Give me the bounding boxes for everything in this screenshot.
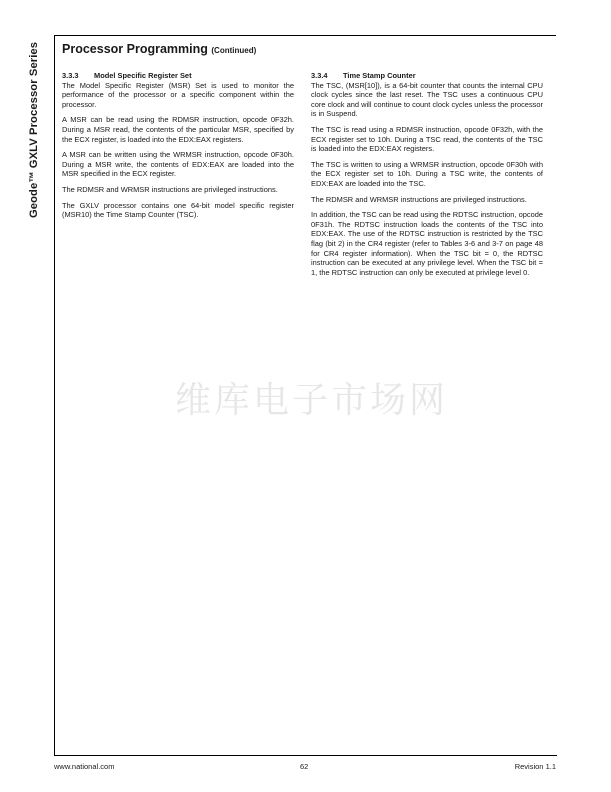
right-column [311,71,543,283]
paragraph: A MSR can be read using the RDMSR instruction, opcode 0F32h. During a MSR read, the contents of the particular MSR, specified by the ECX register, is loaded into the EDX:EAX registers. [62,115,294,144]
paragraph: The RDMSR and WRMSR instructions are privileged instructions. [311,194,527,204]
section-heading-msr [62,71,294,81]
footer-page-number: 62 [300,762,309,771]
paragraph: A MSR can be written using the WRMSR instruction, opcode 0F30h. During a MSR write, the contents of EDX:EAX are loaded into the MSR specified in the ECX register. [62,150,294,179]
page-heading [62,42,256,56]
paragraph: The Model Specific Register (MSR) Set is used to monitor the performance of the processor or a specific component within the processor. [62,80,294,109]
watermark: 维库电子市场网 [175,380,449,421]
section-heading-tsc [311,71,543,81]
paragraph: The GXLV processor contains one 64-bit model specific register (MSR10) the Time Stamp Counter (TSC). [62,200,294,220]
paragraph: The TSC is read using a RDMSR instruction, opcode 0F32h, with the ECX register set to 10h. During a TSC read, the contents of the TSC is loaded into the EDX:EAX registers. [311,124,543,154]
frame-top-rule [54,35,556,36]
paragraph: The TSC is written to using a WRMSR instruction, opcode 0F30h with the ECX register set to 10h. During a TSC write, the contents of EDX:EAX are loaded into the TSC. [311,159,543,188]
page-title: Processor Programming [62,42,208,56]
side-series-title: Geode™ GXLV Processor Series [28,41,40,218]
paragraph: In addition, the TSC can be read using the RDTSC instruction, opcode 0F31h. The RDTSC instruction loads the contents of the TSC into EDX:EAX. The use of the RDTSC instruction is restricted by the TSC flag (bit 2) in the CR4 register (refer to Tables 3-6 and 3-7 on page 48 for CR4 register information). When the TSC bit = 0, the RDTSC instruction can be executed at any privilege level. When the TSC bit = 1, the RDTSC instruction can only be executed at privilege level 0. [311,210,543,277]
section-title: Model Specific Register Set [94,71,192,80]
paragraph: The TSC, (MSR[10]), is a 64-bit counter that counts the internal CPU clock cycles since the last reset. The TSC uses a continuous CPU core clock and will continue to count clock cycles unless the processor is in Suspend. [311,80,543,119]
footer-revision: Revision 1.1 [514,762,556,771]
footer-url[interactable]: www.national.com [54,762,115,771]
section-title: Time Stamp Counter [343,71,416,80]
section-number: 3.3.4 [311,71,328,80]
section-number: 3.3.3 [62,71,79,80]
paragraph: The RDMSR and WRMSR instructions are privileged instructions. [62,184,278,194]
left-column [62,71,294,226]
continued-label: (Continued) [211,46,257,55]
